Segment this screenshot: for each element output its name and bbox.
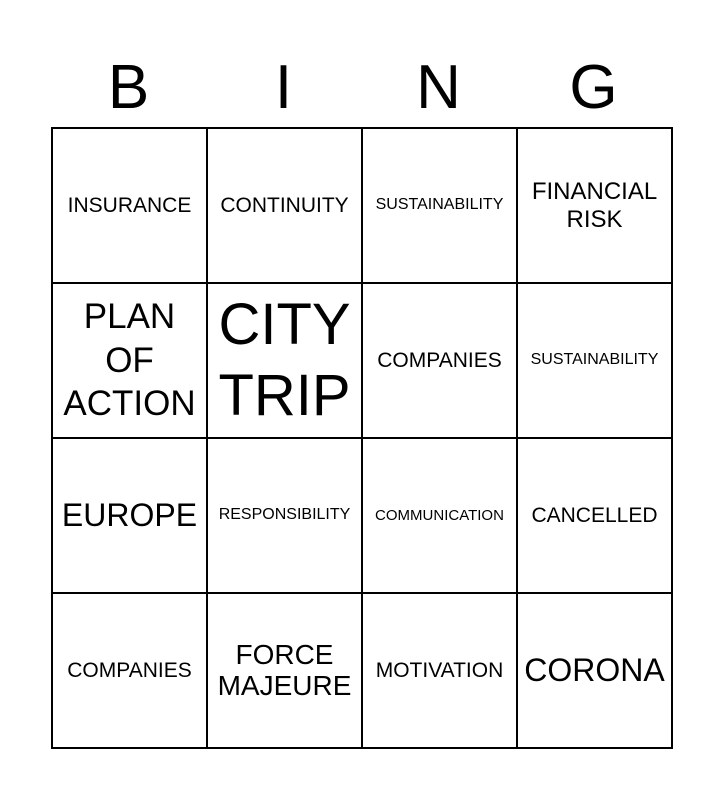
cell-text: PLAN OF ACTION — [63, 296, 196, 424]
cell-text: COMPANIES — [377, 348, 502, 372]
cell-text: SUSTAINABILITY — [375, 196, 504, 214]
cell-text: CORONA — [524, 651, 665, 688]
bingo-cell[interactable] — [363, 284, 518, 439]
bingo-cell[interactable] — [53, 129, 208, 284]
bingo-cell[interactable] — [53, 594, 208, 749]
header-letter-i: I — [274, 53, 293, 122]
cell-text: RESPONSIBILITY — [218, 506, 351, 524]
bingo-cell[interactable] — [363, 439, 518, 594]
bingo-cell[interactable] — [363, 594, 518, 749]
header-letter-n: N — [416, 53, 461, 122]
cell-text: INSURANCE — [67, 193, 192, 217]
bingo-cell[interactable] — [208, 129, 363, 284]
header-letter-b: B — [107, 53, 150, 122]
bingo-cell[interactable] — [363, 129, 518, 284]
bingo-header — [51, 48, 671, 128]
bingo-cell[interactable] — [518, 129, 673, 284]
cell-text: COMMUNICATION — [375, 506, 504, 524]
bingo-cell[interactable] — [208, 439, 363, 594]
bingo-cell[interactable] — [208, 594, 363, 749]
bingo-cell[interactable] — [53, 439, 208, 594]
header-letter-g: G — [569, 53, 618, 122]
bingo-cell[interactable] — [208, 284, 363, 439]
bingo-cell[interactable] — [518, 439, 673, 594]
bingo-board — [51, 127, 673, 749]
bingo-cell[interactable] — [53, 284, 208, 439]
cell-text: CITY TRIP — [218, 291, 351, 428]
cell-text: CONTINUITY — [220, 193, 349, 217]
cell-text: EUROPE — [61, 496, 198, 533]
bingo-cell[interactable] — [518, 594, 673, 749]
cell-text: FORCE MAJEURE — [217, 638, 352, 701]
cell-text: CANCELLED — [531, 503, 658, 527]
cell-text: MOTIVATION — [375, 658, 504, 682]
cell-text: COMPANIES — [67, 658, 192, 682]
cell-text: FINANCIAL RISK — [531, 177, 658, 233]
cell-text: SUSTAINABILITY — [530, 351, 659, 369]
bingo-cell[interactable] — [518, 284, 673, 439]
